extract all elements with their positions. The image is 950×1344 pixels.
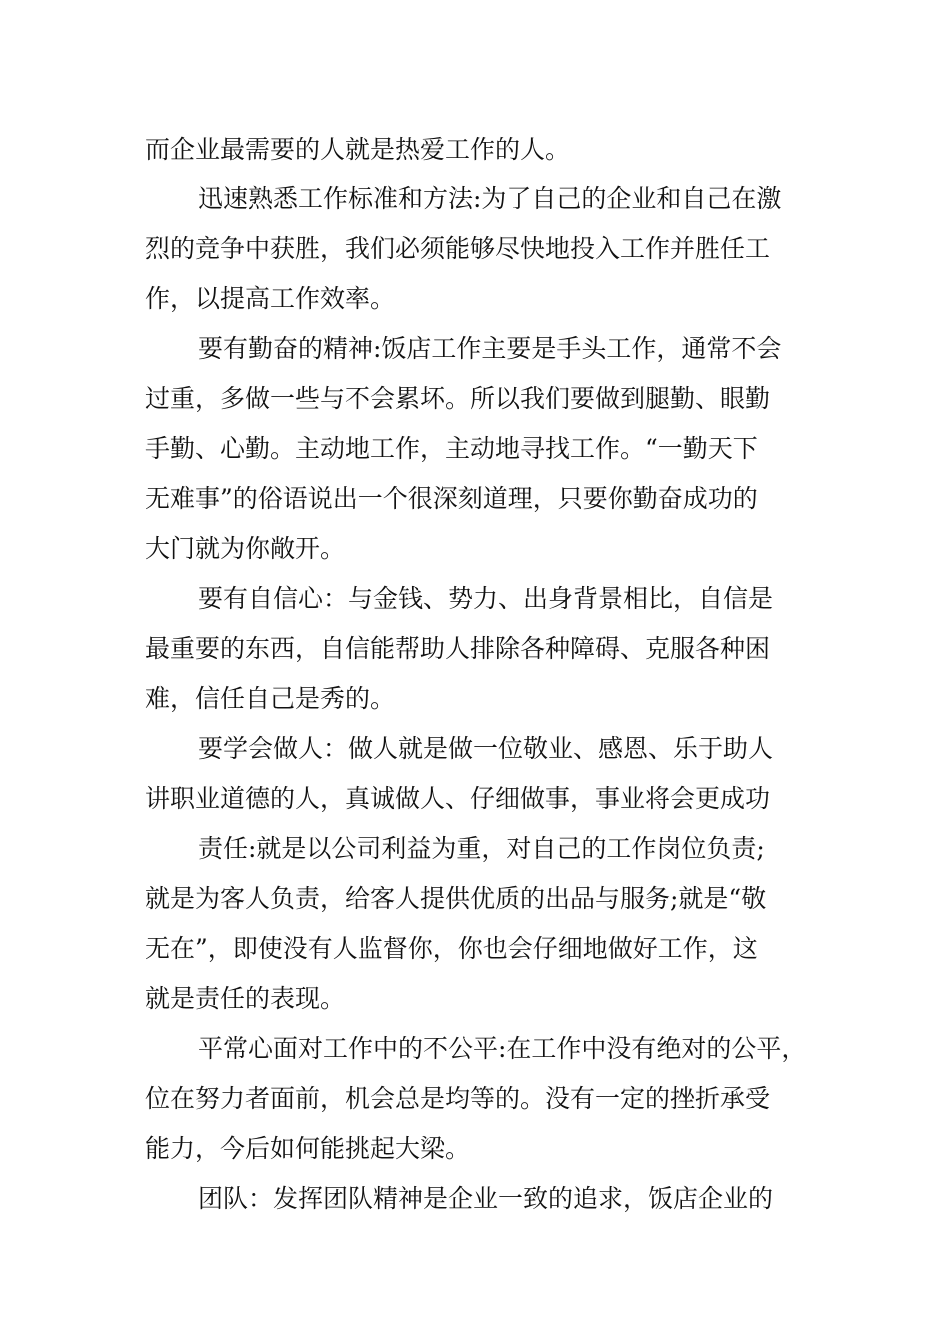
text-line-13: 要学会做人：做人就是做一位敬业、感恩、乐于助人 [198,734,774,763]
text-line-10: 要有自信心：与金钱、势力、出身背景相比，自信是 [198,584,774,613]
text-line-8: 无难事”的俗语说出一个很深刻道理，只要你勤奋成功的 [145,484,758,513]
text-line-1: 而企业最需要的人就是热爱工作的人。 [145,135,571,164]
text-line-21: 能力，今后如何能挑起大梁。 [145,1134,471,1163]
text-line-4: 作，以提高工作效率。 [145,284,396,313]
text-line-17: 无在”，即使没有人监督你，你也会仔细地做好工作，这 [145,934,758,963]
text-line-7: 手勤、心勤。主动地工作，主动地寻找工作。“一勤天下 [145,434,758,463]
text-line-5: 要有勤奋的精神:饭店工作主要是手头工作，通常不会 [198,334,782,363]
text-line-9: 大门就为你敞开。 [145,534,346,563]
text-line-20: 位在努力者面前，机会总是均等的。没有一定的挫折承受 [145,1084,771,1113]
text-line-15: 责任:就是以公司利益为重，对自己的工作岗位负责; [198,834,765,863]
text-line-16: 就是为客人负责，给客人提供优质的出品与服务;就是“敬 [145,884,767,913]
text-line-3: 烈的竞争中获胜，我们必须能够尽快地投入工作并胜任工 [145,234,771,263]
text-line-2: 迅速熟悉工作标准和方法:为了自己的企业和自己在激 [198,184,782,213]
text-line-12: 难，信任自己是秀的。 [145,684,396,713]
text-line-18: 就是责任的表现。 [145,984,346,1013]
text-line-19: 平常心面对工作中的不公平:在工作中没有绝对的公平， [198,1034,807,1063]
text-line-11: 最重要的东西，自信能帮助人排除各种障碍、克服各种困 [145,634,771,663]
text-line-14: 讲职业道德的人，真诚做人、仔细做事，事业将会更成功 [145,784,771,813]
text-line-6: 过重，多做一些与不会累坏。所以我们要做到腿勤、眼勤 [145,384,771,413]
text-line-22: 团队：发挥团队精神是企业一致的追求，饭店企业的 [198,1184,774,1213]
